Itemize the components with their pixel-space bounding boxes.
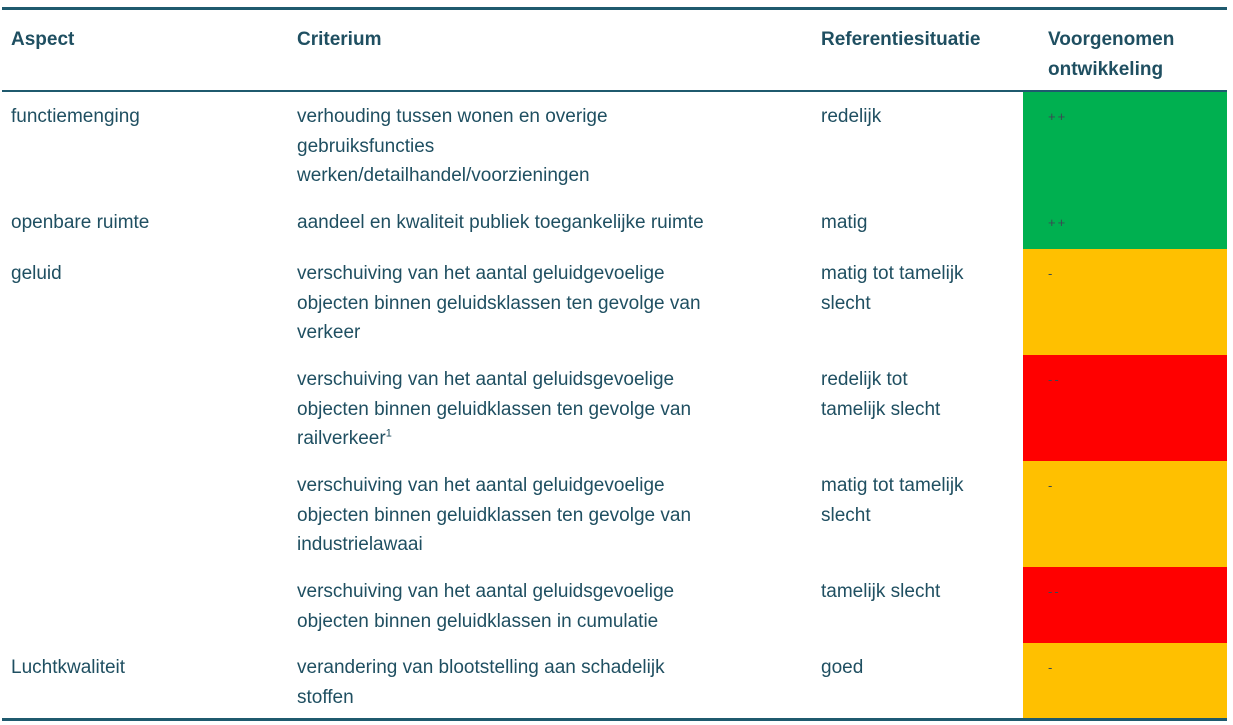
row-criterium (287, 643, 811, 718)
row-referentiesituatie: goed (821, 657, 864, 678)
row-aspect: functiemenging (11, 106, 140, 127)
rating-value: - (1048, 266, 1055, 281)
rating-value: ++ (1048, 109, 1068, 124)
table-row (2, 461, 1227, 567)
criterium-line: industrielawaai (297, 534, 423, 555)
row-criterium (287, 355, 811, 461)
rating-value: - (1048, 478, 1055, 493)
criterium-line: verschuiving van het aantal geluidsgevoelige (297, 369, 675, 390)
criterium-line: verandering van blootstelling aan schadelijk (297, 657, 665, 678)
row-aspect (2, 461, 287, 567)
criterium-line: werken/detailhandel/voorzieningen (297, 165, 590, 186)
criterium-line: objecten binnen geluidsklassen ten gevolge van (297, 292, 701, 314)
header-referentiesituatie: Referentiesituatie (821, 29, 981, 50)
row-rating-cell (1023, 92, 1227, 198)
row-aspect (2, 355, 287, 461)
assessment-table (2, 7, 1227, 721)
row-rating-cell (1023, 567, 1227, 643)
criterium-line: stoffen (297, 686, 354, 708)
criterium-line-text: railverkeer (297, 428, 386, 449)
row-rating-cell (1023, 643, 1227, 718)
criterium-line (297, 424, 811, 454)
row-referentiesituatie: redelijk (821, 106, 882, 127)
criterium-line: objecten binnen geluidklassen in cumulatie (297, 610, 659, 632)
referentie-text: matig tot tamelijk slecht (821, 475, 964, 526)
criterium-line: verhouding tussen wonen en overige (297, 106, 608, 127)
row-rating-cell (1023, 249, 1227, 355)
row-criterium (287, 198, 811, 249)
criterium-line: objecten binnen geluidklassen ten gevolge van (297, 504, 692, 526)
row-criterium (287, 249, 811, 355)
table-header-row (2, 10, 1227, 92)
row-criterium (287, 92, 811, 198)
table-row (2, 567, 1227, 643)
row-aspect (2, 567, 287, 643)
table-row (2, 92, 1227, 198)
criterium-line: verkeer (297, 322, 361, 343)
table-row (2, 355, 1227, 461)
header-voorgenomen-ontwikkeling (1023, 10, 1227, 90)
table-row (2, 198, 1227, 249)
row-aspect: openbare ruimte (11, 212, 150, 233)
rating-value: - (1048, 660, 1055, 675)
row-referentiesituatie: matig (821, 212, 868, 233)
row-rating-cell (1023, 461, 1227, 567)
row-criterium (287, 567, 811, 643)
table-row (2, 249, 1227, 355)
row-rating-cell (1023, 198, 1227, 249)
row-referentiesituatie (811, 249, 1023, 355)
referentie-text: redelijk tot tamelijk slecht (821, 369, 941, 420)
rating-value: -- (1048, 372, 1061, 387)
row-rating-cell (1023, 355, 1227, 461)
criterium-line: verschuiving van het aantal geluidgevoelige (297, 263, 665, 284)
header-aspect: Aspect (11, 29, 75, 50)
criterium-line: gebruiksfuncties (297, 135, 435, 157)
row-aspect: Luchtkwaliteit (11, 657, 126, 678)
referentie-text: matig tot tamelijk slecht (821, 263, 964, 314)
criterium-line: verschuiving van het aantal geluidgevoelige (297, 475, 665, 496)
table-row (2, 643, 1227, 718)
row-referentiesituatie (811, 355, 1023, 461)
rating-value: -- (1048, 584, 1061, 599)
criterium-line: verschuiving van het aantal geluidsgevoelige (297, 581, 675, 602)
header-criterium: Criterium (297, 29, 382, 50)
footnote-marker: 1 (385, 427, 392, 440)
row-criterium (287, 461, 811, 567)
criterium-line: objecten binnen geluidklassen ten gevolge van (297, 398, 692, 420)
row-referentiesituatie: tamelijk slecht (821, 581, 941, 602)
row-referentiesituatie (811, 461, 1023, 567)
row-aspect: geluid (11, 263, 62, 284)
header-voorgenomen-text: Voorgenomen ontwikkeling (1048, 29, 1175, 80)
rating-value: ++ (1048, 215, 1068, 230)
criterium-line: aandeel en kwaliteit publiek toegankelijke ruimte (297, 212, 704, 233)
